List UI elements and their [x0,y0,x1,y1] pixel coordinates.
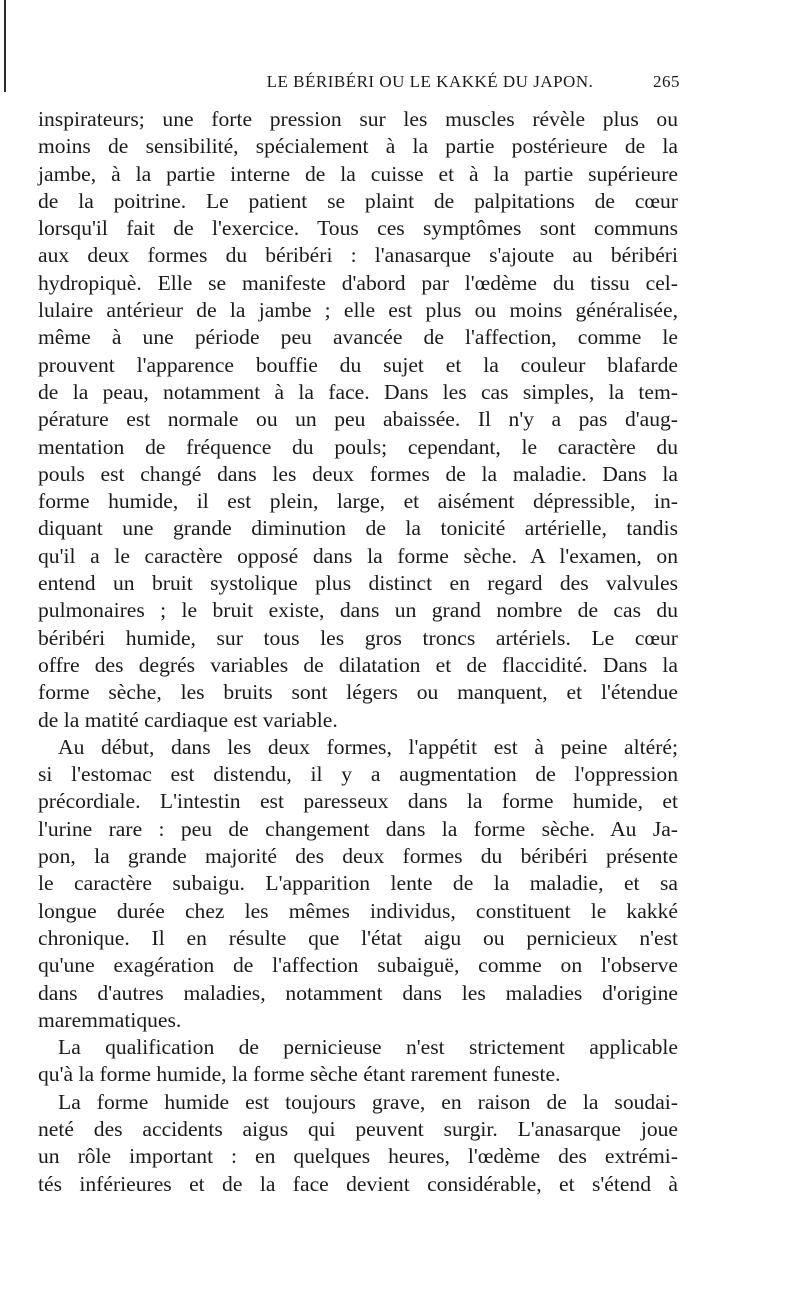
text-line: tés inférieures et de la face devient considérable, et s'étend à [38,1171,678,1196]
text-line: La qualification de pernicieuse n'est strictement applicable [58,1035,678,1060]
text-line: moins de sensibilité, spécialement à la partie postérieure de la [38,134,678,159]
text-line: qu'à la forme humide, la forme sèche étant rarement funeste. [38,1062,561,1087]
running-title: LE BÉRIBÉRI OU LE KAKKÉ DU JAPON. [266,72,594,91]
body-text [38,106,678,1198]
text-line: de la poitrine. Le patient se plaint de palpitations de cœur [38,188,678,213]
text-line: pérature est normale ou un peu abaissée. Il n'y a pas d'aug- [38,407,678,432]
text-line: le caractère subaigu. L'apparition lente de la maladie, et sa [38,871,678,896]
page-number: 265 [653,72,680,91]
text-line: si l'estomac est distendu, il y a augmentation de l'oppression [38,762,678,787]
text-line: hydropiquè. Elle se manifeste d'abord par l'œdème du tissu cel- [38,270,678,295]
text-line: forme humide, il est plein, large, et aisément dépressible, in- [38,489,678,514]
text-line: La forme humide est toujours grave, en raison de la soudai- [58,1089,678,1114]
text-line: précordiale. L'intestin est paresseux dans la forme humide, et [38,789,678,814]
text-line: qu'il a le caractère opposé dans la forme sèche. A l'examen, on [38,543,678,568]
text-line: entend un bruit systolique plus distinct en regard des valvules [38,571,678,596]
page-binding-edge [4,0,6,92]
text-line: pouls est changé dans les deux formes de la maladie. Dans la [38,461,678,486]
text-line: chronique. Il en résulte que l'état aigu ou pernicieux n'est [38,925,678,950]
text-line: qu'une exagération de l'affection subaiguë, comme on l'observe [38,953,678,978]
text-line: de la matité cardiaque est variable. [38,707,338,732]
text-line: Au début, dans les deux formes, l'appétit est à peine altéré; [58,734,678,759]
text-line: offre des degrés variables de dilatation et de flaccidité. Dans la [38,652,678,677]
text-line: un rôle important : en quelques heures, l'œdème des extrémi- [38,1144,678,1169]
text-line: lulaire antérieur de la jambe ; elle est plus ou moins généralisée, [38,298,678,323]
text-line: pon, la grande majorité des deux formes du béribéri présente [38,844,678,869]
text-line: même à une période peu avancée de l'affection, comme le [38,325,678,350]
text-line: dans d'autres maladies, notamment dans les maladies d'origine [38,980,678,1005]
text-line: de la peau, notamment à la face. Dans les cas simples, la tem- [38,379,678,404]
text-line: aux deux formes du béribéri : l'anasarque s'ajoute au béribéri [38,243,678,268]
text-line: diquant une grande diminution de la tonicité artérielle, tandis [38,516,678,541]
text-line: maremmatiques. [38,1007,182,1032]
text-line: forme sèche, les bruits sont légers ou manquent, et l'étendue [38,680,678,705]
text-line: béribéri humide, sur tous les gros troncs artériels. Le cœur [38,625,678,650]
text-line: l'urine rare : peu de changement dans la forme sèche. Au Ja- [38,816,678,841]
text-line: pulmonaires ; le bruit existe, dans un grand nombre de cas du [38,598,678,623]
text-line: mentation de fréquence du pouls; cependant, le caractère du [38,434,678,459]
text-line: neté des accidents aigus qui peuvent surgir. L'anasarque joue [38,1116,678,1141]
text-line: lorsqu'il fait de l'exercice. Tous ces symptômes sont communs [38,216,678,241]
text-line: longue durée chez les mêmes individus, constituent le kakké [38,898,678,923]
text-line: inspirateurs; une forte pression sur les muscles révèle plus ou [38,107,678,131]
text-line: jambe, à la partie interne de la cuisse et à la partie supérieure [38,161,678,186]
text-line: prouvent l'apparence bouffie du sujet et la couleur blafarde [38,352,678,377]
